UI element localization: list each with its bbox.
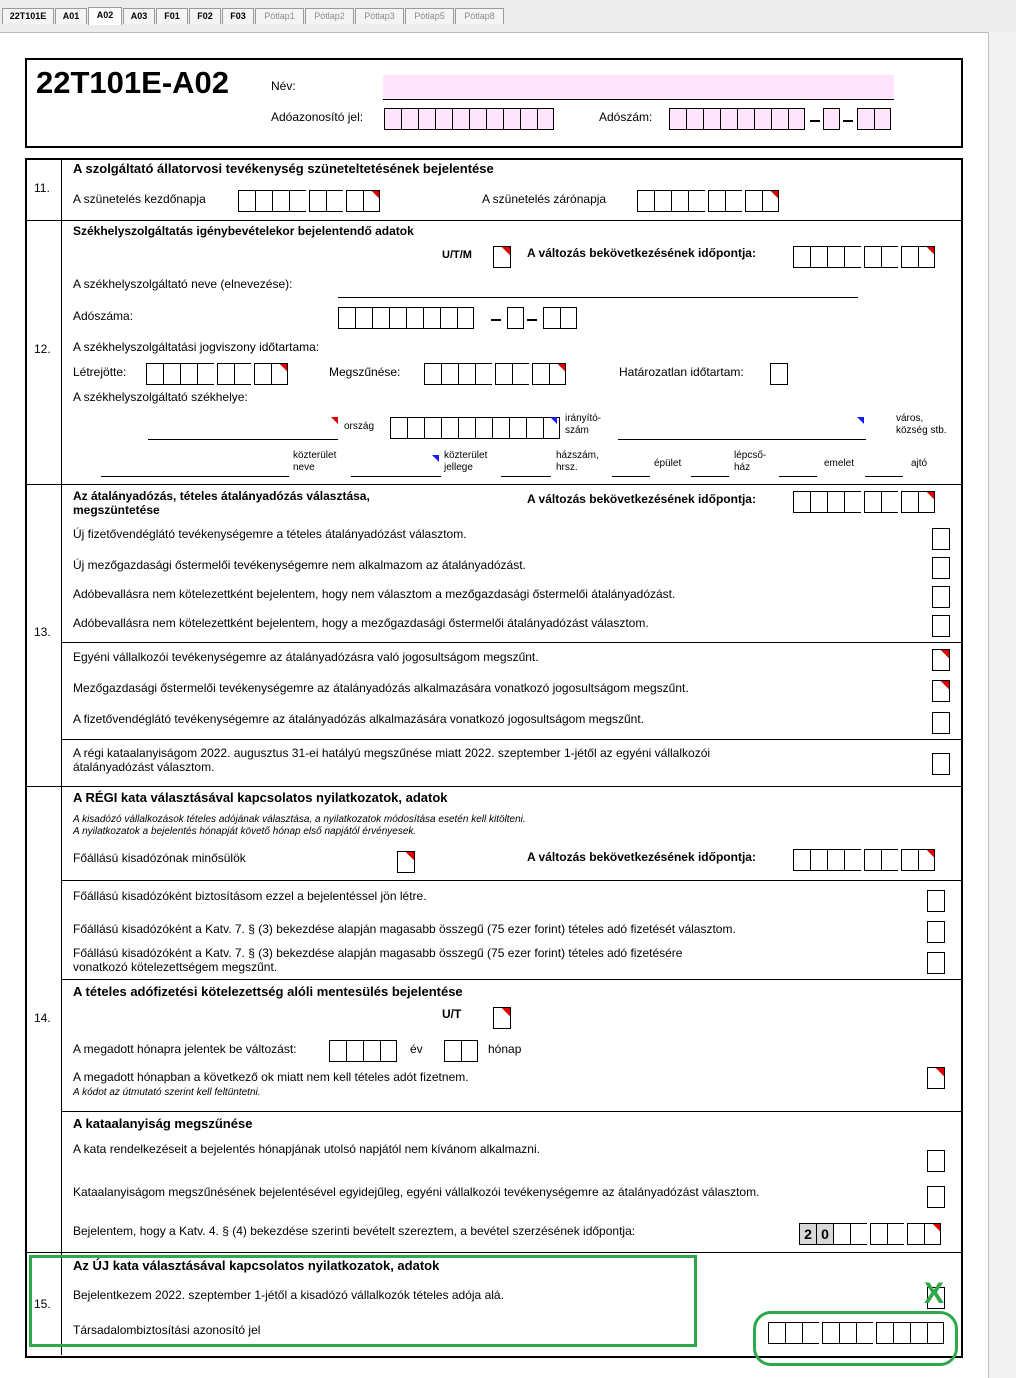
revenue-date-field[interactable] xyxy=(799,1223,941,1245)
section-divider xyxy=(26,484,962,485)
provider-tax-label: Adószáma: xyxy=(73,309,134,323)
end-item-checkbox-2[interactable] xyxy=(927,1186,945,1208)
old-kata-text-1: A régi kataalanyiságom 2022. augusztus 31-ei hatályú megszűnése miatt 2022. szeptember 1-jétől az egyéni vállalkozói xyxy=(73,746,711,760)
change-date-label: A változás bekövetkezésének időpontja: xyxy=(527,492,756,506)
option-text: Egyéni vállalkozói tevékenységemre az átalányadózásra való jogosultságom megszűnt. xyxy=(73,650,539,664)
section-note-1: A kisadózó vállalkozások tételes adójának választása, a nyilatkozatok módosítása esetén kell kitölteni. xyxy=(73,814,526,825)
tab-a02[interactable]: A02 xyxy=(88,7,122,25)
stair-label-2: ház xyxy=(734,462,751,473)
fulltime-field[interactable] xyxy=(397,851,415,873)
country-label: ország xyxy=(344,421,375,432)
year-prefix-digit: 2 xyxy=(799,1223,816,1245)
street-name-field[interactable] xyxy=(101,476,289,477)
register-text: Bejelentkezem 2022. szeptember 1-jétől a kisadózó vállalkozók tételes adója alá. xyxy=(73,1288,504,1302)
tax-id-field[interactable] xyxy=(384,108,554,130)
change-date-field[interactable] xyxy=(793,849,935,871)
higher-end-text-2: vonatkozó kötelezettségem megszűnt. xyxy=(73,960,278,974)
subsection-divider xyxy=(62,739,962,740)
stair-label-1: lépcső- xyxy=(734,450,767,461)
ssn-label: Társadalombiztosítási azonosító jel xyxy=(73,1323,261,1337)
ended-date-field[interactable] xyxy=(424,363,566,385)
year-prefix-digit: 0 xyxy=(816,1223,833,1245)
tab-f01[interactable]: F01 xyxy=(156,8,188,24)
green-highlight-oval xyxy=(753,1311,958,1366)
utm-field[interactable] xyxy=(493,246,511,268)
option-checkbox[interactable] xyxy=(932,586,950,608)
tab-potlap8[interactable]: Pótlap8 xyxy=(455,8,504,24)
reason-label: A megadott hónapban a következő ok miatt nem kell tételes adót fizetnem. xyxy=(73,1070,469,1084)
section-divider xyxy=(26,220,962,221)
tab-potlap2[interactable]: Pótlap2 xyxy=(305,8,354,24)
option-text: Új mezőgazdasági őstermelői tevékenységemre nem alkalmazom az átalányadózást. xyxy=(73,558,526,572)
zip-field[interactable] xyxy=(390,417,560,439)
duration-label: A székhelyszolgáltatási jogviszony időtartama: xyxy=(73,340,320,354)
exempt-title: A tételes adófizetési kötelezettség alóli mentesülés bejelentése xyxy=(73,984,463,999)
provider-name-field[interactable] xyxy=(338,297,858,298)
option-text: A fizetővendéglátó tevékenységemre az átalányadózás alkalmazására vonatkozó jogosultságom megszűnt. xyxy=(73,712,645,726)
house-number-field[interactable] xyxy=(501,476,551,477)
change-date-label: A változás bekövetkezésének időpontja: xyxy=(527,850,756,864)
indefinite-checkbox[interactable] xyxy=(770,363,788,385)
indefinite-label: Határozatlan időtartam: xyxy=(619,365,744,379)
higher-end-checkbox[interactable] xyxy=(927,952,945,974)
tab-22t101e[interactable]: 22T101E xyxy=(2,8,54,24)
seat-label: A székhelyszolgáltató székhelye: xyxy=(73,390,248,404)
section-divider xyxy=(26,1252,962,1253)
change-date-field[interactable] xyxy=(793,491,935,513)
street-type-label-2: jellege xyxy=(444,462,473,473)
tab-f02[interactable]: F02 xyxy=(189,8,221,24)
fulltime-label: Főállású kisadózónak minősülök xyxy=(73,851,246,865)
option-text: Adóbevallásra nem kötelezettként bejelentem, hogy a mezőgazdasági őstermelői átalányadózást választom. xyxy=(73,616,649,630)
zip-label-1: irányító- xyxy=(565,413,602,424)
street-name-label-2: neve xyxy=(293,462,315,473)
end-item-checkbox-1[interactable] xyxy=(927,1150,945,1172)
higher-end-text-1: Főállású kisadózóként a Katv. 7. § (3) bekezdése alapján magasabb összegű (75 ezer forint) tételes adó fizetésére xyxy=(73,946,683,960)
tax-number-field-3[interactable] xyxy=(857,108,891,130)
dash xyxy=(527,319,537,321)
zip-flag xyxy=(550,417,557,424)
section-number: 15. xyxy=(34,1297,51,1311)
street-name-label-1: közterület xyxy=(293,450,337,461)
option-text: Adóbevallásra nem kötelezettként bejelentem, hogy nem választom a mezőgazdasági őstermelői átalányadózást. xyxy=(73,587,676,601)
year-field[interactable] xyxy=(329,1040,397,1062)
reason-note: A kódot az útmutató szerint kell feltüntetni. xyxy=(73,1087,261,1098)
tab-bar xyxy=(0,0,1016,33)
subsection-divider xyxy=(62,979,962,980)
zip-label-2: szám xyxy=(565,425,589,436)
option-checkbox[interactable] xyxy=(932,680,950,702)
city-flag xyxy=(857,417,864,424)
created-date-field[interactable] xyxy=(146,363,288,385)
subsection-divider xyxy=(62,1111,962,1112)
created-label: Létrejötte: xyxy=(73,365,127,379)
insurance-text: Főállású kisadózóként biztosításom ezzel a bejelentéssel jön létre. xyxy=(73,889,427,903)
tab-f03[interactable]: F03 xyxy=(222,8,254,24)
form-code: 22T101E-A02 xyxy=(36,65,230,100)
option-checkbox[interactable] xyxy=(932,615,950,637)
building-label: épület xyxy=(654,458,682,469)
door-field[interactable] xyxy=(865,476,903,477)
option-checkbox[interactable] xyxy=(932,649,950,671)
tab-potlap5[interactable]: Pótlap5 xyxy=(405,8,454,24)
change-date-field[interactable] xyxy=(793,246,935,268)
year-label: év xyxy=(410,1042,423,1056)
tab-potlap1[interactable]: Pótlap1 xyxy=(255,8,304,24)
section-number: 13. xyxy=(34,625,51,639)
green-highlight-box xyxy=(29,1255,697,1347)
door-label: ajtó xyxy=(911,458,928,469)
higher-tax-checkbox[interactable] xyxy=(927,921,945,943)
ended-label: Megszűnése: xyxy=(329,365,401,379)
utm-label: U/T/M xyxy=(442,249,472,261)
street-type-field[interactable] xyxy=(351,476,441,477)
section-note-2: A nyilatkozatok a bejelentés hónapját követő hónap első napjától érvényesek. xyxy=(73,826,417,837)
tax-number-field-2[interactable] xyxy=(823,108,840,130)
option-text: Új fizetővendéglátó tevékenységemre a tételes átalányadózást választom. xyxy=(73,527,467,541)
end-date-label: A szünetelés zárónapja xyxy=(482,192,607,206)
number-column-divider xyxy=(61,159,62,1355)
street-type-flag xyxy=(432,455,439,462)
tab-a01[interactable]: A01 xyxy=(55,8,87,24)
tab-potlap3[interactable]: Pótlap3 xyxy=(355,8,404,24)
month-change-label: A megadott hónapra jelentek be változást: xyxy=(73,1042,297,1056)
building-field[interactable] xyxy=(612,476,650,477)
provider-tax-field-3[interactable] xyxy=(543,307,577,329)
dash xyxy=(843,120,853,122)
month-label: hónap xyxy=(488,1042,522,1056)
section-number: 14. xyxy=(34,1011,51,1025)
dash xyxy=(810,120,820,122)
city-field[interactable] xyxy=(618,439,866,440)
section-title: Az ÚJ kata választásával kapcsolatos nyilatkozatok, adatok xyxy=(73,1258,440,1273)
start-date-label: A szünetelés kezdőnapja xyxy=(73,192,206,206)
revenue-label: Bejelentem, hogy a Katv. 4. § (4) bekezdése szerinti bevételt szereztem, a bevétel szerzésének időpontja: xyxy=(73,1224,636,1238)
ut-field[interactable] xyxy=(493,1007,511,1029)
start-date-field[interactable] xyxy=(238,190,380,212)
old-kata-checkbox[interactable] xyxy=(932,753,950,775)
section-number: 12. xyxy=(34,342,51,356)
option-text: Mezőgazdasági őstermelői tevékenységemre az átalányadózás alkalmazására vonatkozó jogosultságom megszűnt. xyxy=(73,681,689,695)
ut-label: U/T xyxy=(442,1007,462,1021)
section-title-1: Az átalányadózás, tételes átalányadózás választása, xyxy=(73,489,370,503)
vertical-scrollbar[interactable] xyxy=(988,32,1016,1378)
reason-code-field[interactable] xyxy=(927,1067,945,1089)
floor-field[interactable] xyxy=(779,476,817,477)
subsection-divider xyxy=(62,880,962,881)
option-checkbox[interactable] xyxy=(932,712,950,734)
city-label-2: község stb. xyxy=(896,425,947,436)
tax-number-label: Adószám: xyxy=(599,110,653,124)
section-divider xyxy=(26,786,962,787)
street-type-label-1: közterület xyxy=(444,450,488,461)
change-date-label: A változás bekövetkezésének időpontja: xyxy=(527,246,756,260)
tab-a03[interactable]: A03 xyxy=(123,8,155,24)
provider-tax-field-2[interactable] xyxy=(507,307,524,329)
name-label: Név: xyxy=(271,79,296,93)
month-field[interactable] xyxy=(444,1040,478,1062)
end-item-text-1: A kata rendelkezéseit a bejelentés hónapjának utolsó napjától nem kívánom alkalmazni. xyxy=(73,1142,540,1156)
dash xyxy=(491,319,501,321)
green-check-mark: X xyxy=(924,1277,945,1310)
subsection-divider xyxy=(62,642,962,643)
country-flag xyxy=(331,417,338,424)
house-label-1: házszám, xyxy=(556,450,599,461)
option-checkbox[interactable] xyxy=(932,557,950,579)
section-number: 11. xyxy=(34,181,50,195)
tax-id-label: Adóazonosító jel: xyxy=(271,110,364,124)
old-kata-text-2: átalányadózást választom. xyxy=(73,760,215,774)
insurance-checkbox[interactable] xyxy=(927,890,945,912)
city-label-1: város, xyxy=(896,413,924,424)
house-label-2: hrsz. xyxy=(556,462,578,473)
provider-tax-field-1[interactable] xyxy=(338,307,474,329)
end-item-text-2: Kataalanyiságom megszűnésének bejelentésével egyidejűleg, egyéni vállalkozói tevékenységemre az átalányadózást választom. xyxy=(73,1185,760,1199)
section-title: A szolgáltató állatorvosi tevékenység szüneteltetésének bejelentése xyxy=(73,161,494,176)
name-field[interactable] xyxy=(383,75,894,100)
option-checkbox[interactable] xyxy=(932,528,950,550)
tax-number-field-1[interactable] xyxy=(669,108,805,130)
floor-label: emelet xyxy=(824,458,855,469)
higher-tax-text: Főállású kisadózóként a Katv. 7. § (3) bekezdése alapján magasabb összegű (75 ezer forint) tételes adó fizetését választom. xyxy=(73,922,736,936)
section-title-2: megszüntetése xyxy=(73,503,160,517)
end-date-field[interactable] xyxy=(637,190,779,212)
stair-field[interactable] xyxy=(691,476,729,477)
section-title: Székhelyszolgáltatás igénybevételekor bejelentendő adatok xyxy=(73,224,414,238)
section-title: A RÉGI kata választásával kapcsolatos nyilatkozatok, adatok xyxy=(73,790,448,805)
end-title: A kataalanyiság megszűnése xyxy=(73,1116,253,1131)
provider-name-label: A székhelyszolgáltató neve (elnevezése): xyxy=(73,277,293,291)
country-field[interactable] xyxy=(148,439,338,440)
